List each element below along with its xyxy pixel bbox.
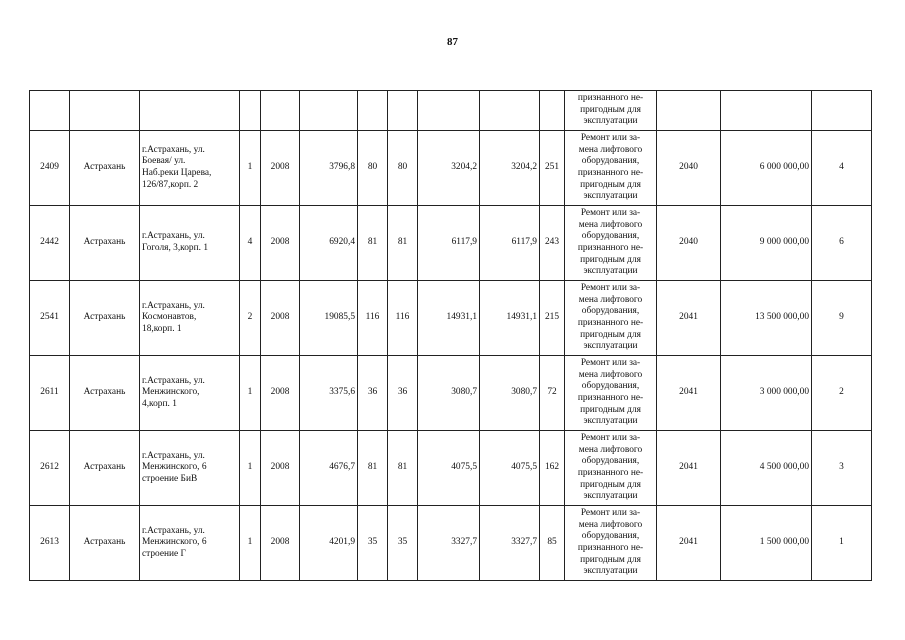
cell-area2: 3204,2	[480, 131, 540, 206]
work-line: мена лифтового	[578, 144, 643, 155]
address-line: строение БиВ	[142, 473, 198, 484]
cell-address	[140, 506, 240, 581]
cell-area2: 14931,1	[480, 281, 540, 356]
cell-persons: 215	[540, 281, 565, 356]
cell-a: 2	[240, 281, 261, 356]
cell-empty	[70, 91, 140, 131]
cell-id: 2611	[30, 356, 70, 431]
cell-n2: 116	[388, 281, 418, 356]
cell-work-type	[565, 91, 657, 131]
cell-persons: 85	[540, 506, 565, 581]
cell-address	[140, 281, 240, 356]
work-line: признанного не-	[577, 393, 644, 403]
cell-area2: 3327,7	[480, 506, 540, 581]
cell-id: 2541	[30, 281, 70, 356]
table-row	[30, 131, 872, 206]
cell-n2: 35	[388, 506, 418, 581]
cell-year: 2008	[261, 281, 300, 356]
work-line: оборудования,	[581, 456, 640, 467]
cell-area1: 4075,5	[418, 431, 480, 506]
cell-area-total: 4201,9	[300, 506, 358, 581]
cell-empty	[721, 91, 812, 131]
cell-address	[140, 356, 240, 431]
work-line: Ремонт или за-	[580, 133, 641, 144]
cell-work-type	[565, 431, 657, 506]
cell-n1: 80	[358, 131, 388, 206]
cell-empty	[30, 91, 70, 131]
cell-cost: 6 000 000,00	[721, 131, 812, 206]
cell-plan-year: 2041	[657, 506, 721, 581]
cell-empty	[388, 91, 418, 131]
work-line: пригодным для	[580, 329, 641, 340]
work-line: мена лифтового	[578, 444, 643, 455]
cell-a: 1	[240, 356, 261, 431]
cell-city: Астрахань	[70, 506, 140, 581]
address-line: Гоголя, 3,корп. 1	[142, 243, 209, 253]
address-line: г.Астрахань, ул.	[142, 525, 205, 536]
address-line: г.Астрахань, ул.	[142, 144, 205, 155]
work-line: эксплуатации	[583, 116, 638, 127]
work-line: Ремонт или за-	[580, 358, 641, 369]
address-line: 126/87,корп. 2	[142, 179, 199, 190]
cell-persons: 162	[540, 431, 565, 506]
cell-persons: 251	[540, 131, 565, 206]
cell-empty	[140, 91, 240, 131]
address-line: строение Г	[142, 548, 186, 559]
cell-id: 2409	[30, 131, 70, 206]
address-line: Боевая/ ул.	[142, 156, 186, 167]
work-line: мена лифтового	[578, 369, 643, 380]
cell-n2: 81	[388, 206, 418, 281]
cell-area-total: 6920,4	[300, 206, 358, 281]
cell-plan-year: 2041	[657, 281, 721, 356]
work-line: признанного не-	[577, 468, 644, 478]
cell-n1: 116	[358, 281, 388, 356]
cell-count: 4	[812, 131, 872, 206]
cell-area1: 3327,7	[418, 506, 480, 581]
table-row	[30, 506, 872, 581]
cell-n1: 35	[358, 506, 388, 581]
cell-city: Астрахань	[70, 281, 140, 356]
cell-city: Астрахань	[70, 131, 140, 206]
cell-plan-year: 2040	[657, 131, 721, 206]
work-line: мена лифтового	[578, 294, 643, 305]
address-line: Наб.реки Царева,	[142, 168, 212, 178]
address-line: Менжинского, 6	[142, 462, 207, 473]
cell-area1: 14931,1	[418, 281, 480, 356]
cell-n2: 80	[388, 131, 418, 206]
cell-empty	[657, 91, 721, 131]
cell-area2: 6117,9	[480, 206, 540, 281]
cell-area-total: 3375,6	[300, 356, 358, 431]
cell-empty	[240, 91, 261, 131]
cell-n1: 81	[358, 206, 388, 281]
cell-persons: 243	[540, 206, 565, 281]
work-line: признанного не-	[577, 318, 644, 328]
table-row	[30, 206, 872, 281]
work-line: пригодным для	[580, 104, 641, 115]
cell-n2: 81	[388, 431, 418, 506]
cell-n1: 36	[358, 356, 388, 431]
cell-work-type	[565, 206, 657, 281]
cell-area-total: 3796,8	[300, 131, 358, 206]
cell-address	[140, 206, 240, 281]
work-line: эксплуатации	[583, 416, 638, 427]
cell-empty	[300, 91, 358, 131]
cell-year: 2008	[261, 506, 300, 581]
cell-id: 2442	[30, 206, 70, 281]
cell-empty	[418, 91, 480, 131]
work-line: признанного не-	[577, 93, 644, 104]
work-line: Ремонт или за-	[580, 283, 641, 294]
work-line: эксплуатации	[583, 491, 638, 502]
work-line: оборудования,	[581, 531, 640, 542]
cell-area2: 3080,7	[480, 356, 540, 431]
cell-year: 2008	[261, 206, 300, 281]
cell-year: 2008	[261, 431, 300, 506]
cell-a: 4	[240, 206, 261, 281]
cell-empty	[540, 91, 565, 131]
table-row	[30, 356, 872, 431]
work-line: мена лифтового	[578, 219, 643, 230]
cell-count: 3	[812, 431, 872, 506]
cell-count: 1	[812, 506, 872, 581]
address-line: г.Астрахань, ул.	[142, 231, 205, 242]
cell-year: 2008	[261, 356, 300, 431]
work-line: Ремонт или за-	[580, 508, 641, 519]
table-row	[30, 431, 872, 506]
work-line: Ремонт или за-	[580, 208, 641, 219]
cell-city: Астрахань	[70, 206, 140, 281]
cell-cost: 1 500 000,00	[721, 506, 812, 581]
work-line: эксплуатации	[583, 341, 638, 352]
cell-empty	[480, 91, 540, 131]
cell-plan-year: 2041	[657, 431, 721, 506]
cell-cost: 13 500 000,00	[721, 281, 812, 356]
address-line: Космонавтов,	[142, 312, 197, 323]
work-line: признанного не-	[577, 243, 644, 253]
cell-work-type	[565, 356, 657, 431]
cell-area1: 3080,7	[418, 356, 480, 431]
cell-area2: 4075,5	[480, 431, 540, 506]
cell-id: 2613	[30, 506, 70, 581]
work-line: признанного не-	[577, 543, 644, 553]
address-line: Менжинского, 6	[142, 537, 207, 548]
work-line: оборудования,	[581, 231, 640, 242]
cell-work-type	[565, 281, 657, 356]
cell-a: 1	[240, 431, 261, 506]
cell-area-total: 4676,7	[300, 431, 358, 506]
cell-count: 2	[812, 356, 872, 431]
cell-n2: 36	[388, 356, 418, 431]
cell-address	[140, 431, 240, 506]
cell-n1: 81	[358, 431, 388, 506]
cell-address	[140, 131, 240, 206]
cell-a: 1	[240, 131, 261, 206]
cell-a: 1	[240, 506, 261, 581]
cell-id: 2612	[30, 431, 70, 506]
cell-plan-year: 2041	[657, 356, 721, 431]
cell-cost: 3 000 000,00	[721, 356, 812, 431]
work-line: пригодным для	[580, 479, 641, 490]
work-line: эксплуатации	[583, 191, 638, 202]
work-line: эксплуатации	[583, 566, 638, 577]
cell-city: Астрахань	[70, 356, 140, 431]
cell-count: 9	[812, 281, 872, 356]
work-line: оборудования,	[581, 156, 640, 167]
cell-area-total: 19085,5	[300, 281, 358, 356]
cell-count: 6	[812, 206, 872, 281]
cell-cost: 9 000 000,00	[721, 206, 812, 281]
work-line: пригодным для	[580, 179, 641, 190]
cell-empty	[261, 91, 300, 131]
cell-area1: 6117,9	[418, 206, 480, 281]
address-line: Менжинского,	[142, 387, 200, 398]
work-line: Ремонт или за-	[580, 433, 641, 444]
work-line: признанного не-	[577, 168, 644, 178]
cell-persons: 72	[540, 356, 565, 431]
address-line: г.Астрахань, ул.	[142, 300, 205, 311]
address-line: 18,корп. 1	[142, 323, 182, 334]
cell-city: Астрахань	[70, 431, 140, 506]
cell-plan-year: 2040	[657, 206, 721, 281]
work-line: эксплуатации	[583, 266, 638, 277]
work-line: мена лифтового	[578, 519, 643, 530]
cell-year: 2008	[261, 131, 300, 206]
work-line: пригодным для	[580, 404, 641, 415]
work-line: оборудования,	[581, 381, 640, 392]
continuation-row	[30, 91, 872, 131]
cell-work-type	[565, 131, 657, 206]
page-number: 87	[447, 36, 458, 48]
cell-cost: 4 500 000,00	[721, 431, 812, 506]
address-line: г.Астрахань, ул.	[142, 450, 205, 461]
cell-work-type	[565, 506, 657, 581]
address-line: 4,корп. 1	[142, 398, 177, 409]
work-line: оборудования,	[581, 306, 640, 317]
address-line: г.Астрахань, ул.	[142, 375, 205, 386]
register-table	[29, 90, 872, 581]
table-row	[30, 281, 872, 356]
work-line: пригодным для	[580, 554, 641, 565]
cell-empty	[358, 91, 388, 131]
cell-empty	[812, 91, 872, 131]
work-line: пригодным для	[580, 254, 641, 265]
cell-area1: 3204,2	[418, 131, 480, 206]
